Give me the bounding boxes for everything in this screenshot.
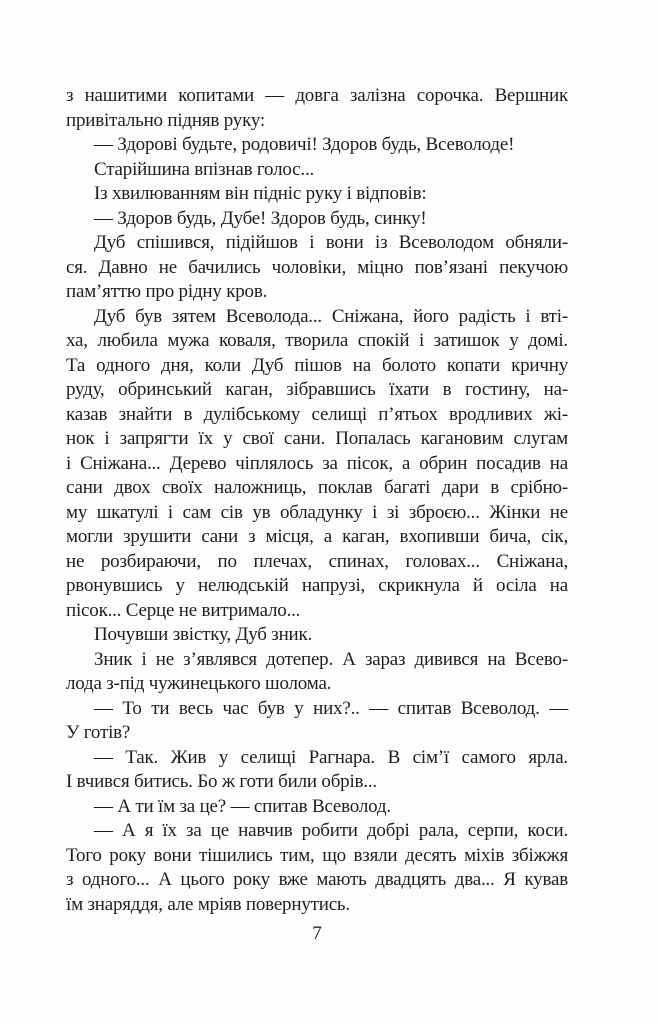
paragraph bbox=[66, 84, 568, 133]
text-line: Почувши звістку, Дуб зник. bbox=[94, 624, 313, 645]
text-line: — Так. Жив у селищі Рагнара. В сім’ї самого ярла. bbox=[94, 746, 568, 768]
paragraph bbox=[66, 158, 568, 183]
text-line: ся. Давно не бачились чоловіки, міцно пов’язані пекучою bbox=[66, 256, 568, 278]
text-line: Із хвилюванням він підніс руку і відповів: bbox=[94, 183, 427, 204]
text-line: пам’яттю про рідну кров. bbox=[66, 281, 268, 302]
text-line: нок і запрягти їх у свої сани. Попалась кагановим слугам bbox=[66, 428, 568, 449]
text-line: Та одного дня, коли Дуб пішов на болото копати кричну bbox=[66, 354, 568, 376]
text-line: — Здоров будь, Дубе! Здоров будь, синку! bbox=[94, 207, 427, 229]
text-line: могли зрушити сани з місця, а каган, вхопивши бича, сік, bbox=[66, 526, 568, 547]
text-line: І вчився битись. Бо ж готи били обрів... bbox=[66, 771, 377, 792]
paragraph bbox=[66, 746, 568, 795]
paragraph bbox=[66, 182, 568, 207]
text-line: Дуб був зятем Всеволода... Сніжана, його радість і вті- bbox=[94, 305, 568, 327]
paragraph bbox=[66, 231, 568, 305]
text-line: їм знаряддя, але мріяв повернутись. bbox=[66, 893, 350, 915]
text-line: — Здорові будьте, родовичі! Здоров будь, Всеволоде! bbox=[94, 134, 515, 155]
text-line: з одного... А цього року вже мають двадцять два... Я кував bbox=[66, 869, 568, 890]
text-line: пісок... Серце не витримало... bbox=[66, 599, 301, 621]
text-line: ха, любила мужа коваля, творила спокій і затишок у домі. bbox=[66, 330, 568, 351]
paragraph bbox=[66, 795, 568, 820]
text-line: рвонувшись у нелюдській напрузі, скрикнула й осіла на bbox=[66, 575, 568, 596]
paragraph bbox=[66, 819, 568, 917]
page-text-block bbox=[66, 84, 568, 917]
text-line: лода з-під чужинецького шолома. bbox=[66, 673, 332, 694]
text-line: Зник і не з’являвся дотепер. А зараз дивився на Всево- bbox=[94, 648, 568, 670]
paragraph bbox=[66, 207, 568, 232]
paragraph bbox=[66, 697, 568, 746]
text-line: Старійшина впізнав голос... bbox=[94, 158, 315, 180]
text-line: з нашитими копитами — довга залізна сорочка. Вершник bbox=[66, 85, 568, 106]
paragraph bbox=[66, 133, 568, 158]
text-line: — А ти їм за це? — спитав Всеволод. bbox=[94, 795, 391, 817]
text-line: сани двох своїх наложниць, поклав багаті дари в срібно- bbox=[66, 477, 568, 498]
paragraph bbox=[66, 648, 568, 697]
text-line: Дуб спішився, підійшов і вони із Всеволодом обняли- bbox=[94, 232, 568, 253]
text-line: Того року вони тішились тим, що взяли десять міхів збіжжя bbox=[66, 844, 568, 866]
text-line: і Сніжана... Дерево чіплялось за пісок, а обрин посадив на bbox=[66, 452, 568, 474]
paragraph bbox=[66, 305, 568, 624]
text-line: не розбираючи, по плечах, спинах, головах... Сніжана, bbox=[66, 550, 568, 572]
text-line: руду, обринський каган, зібравшись їхати в гостину, на- bbox=[66, 379, 568, 400]
page-number: 7 bbox=[312, 923, 322, 944]
paragraph bbox=[66, 623, 568, 648]
text-line: му шкатулі і сам сів ув обладунку і зі зброєю... Жінки не bbox=[66, 501, 568, 523]
text-line: казав знайти в дулібському селищі п’ятьох вродливих жі- bbox=[66, 403, 568, 425]
text-line: привітально підняв руку: bbox=[66, 109, 265, 131]
text-line: — А я їх за це навчив робити добрі рала, серпи, коси. bbox=[94, 820, 568, 841]
text-line: У готів? bbox=[66, 722, 131, 743]
text-line: — То ти весь час був у них?.. — спитав Всеволод. — bbox=[94, 697, 568, 719]
